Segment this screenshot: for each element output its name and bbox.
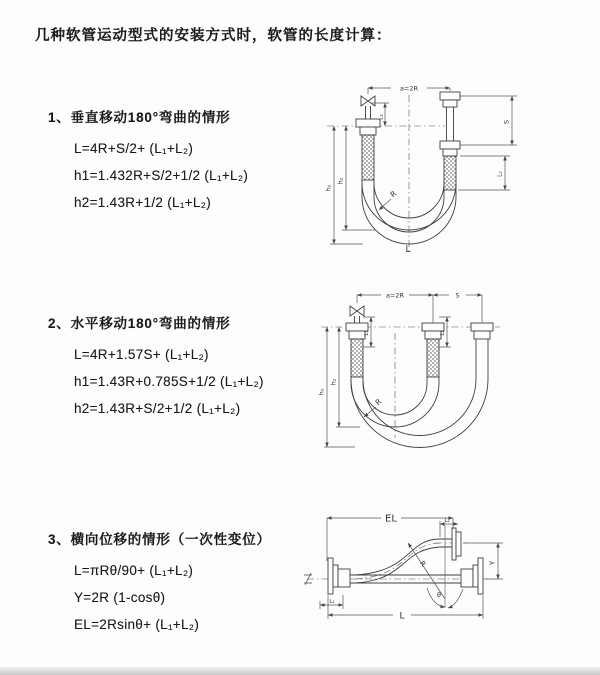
dim-label-a2r: a=2R [399,84,419,93]
dim-label-s: S [455,291,460,300]
dim-label-l1: L₁ [364,330,370,336]
radius-label: R [373,396,384,408]
dimension-lines [330,88,517,244]
radius-label: R [417,559,428,569]
dim-label-h1: h₁ [317,388,326,396]
section-2-formula-h2: h2=1.43R+S/2+1/2 (L₁+L₂) [74,401,241,416]
section-vertical-movement [48,106,248,216]
section-2-formula-L: L=4R+1.57S+ (L₁+L₂) [74,347,209,362]
left-flange [328,558,333,594]
diagram-vertical-180-bend [305,75,595,255]
angle-label: θ [437,591,441,599]
section-lateral-displacement [48,528,271,638]
section-3-formula-L: L=πRθ/90+ (L₁+L₂) [74,563,194,578]
section-2-formula-h1: h1=1.43R+0.785S+1/2 (L₁+L₂) [74,374,264,389]
dim-label-el: EL [385,513,397,525]
section-1-formula-h1: h1=1.432R+S/2+1/2 (L₁+L₂) [74,168,249,183]
braid-section-right [444,156,456,190]
section-1-formula-L: L=4R+S/2+ (L₁+L₂) [74,141,194,156]
braid-section-left [351,339,363,377]
radius-label: R [388,188,399,200]
centerlines [324,95,445,251]
section-1-heading: 1、垂直移动180°弯曲的情形 [48,110,231,125]
dim-label-h1: h₁ [324,184,333,192]
dim-label-h2: h₂ [336,177,345,185]
dim-label-l1: L₁ [377,114,385,120]
dimension-lines [324,295,482,447]
dim-label-a2r: a=2R [385,291,405,300]
hose-assembly [356,92,460,244]
length-label: L [399,611,405,622]
section-1-formula-h2: h2=1.43R+1/2 (L₁+L₂) [74,195,212,210]
length-label: L [405,245,411,255]
right-flange [478,558,483,594]
section-3-heading: 3、横向位移的情形（一次性变位） [48,532,271,547]
upper-flange [452,528,456,560]
dim-label-l1: L₁ [329,599,335,605]
hose-assembly [304,528,483,594]
dim-label-s: S [502,119,511,125]
dim-label-l2: L₂ [444,518,450,524]
diagram-horizontal-180-bend [305,283,595,453]
diagram-lateral-displacement [295,503,595,643]
dim-label-l2: L₂ [496,171,504,177]
dim-label-h2: h₂ [329,378,338,386]
dim-label-l2: L₂ [440,330,446,336]
s-curve-hose [355,539,440,575]
valve-icon [350,306,364,316]
page-title: 几种软管运动型式的安装方式时，软管的长度计算： [35,28,392,44]
braid-section-left [362,135,374,180]
page-bottom-edge [0,667,600,675]
dim-label-y: Y [488,560,497,566]
section-3-formula-EL: EL=2Rsinθ+ (L₁+L₂) [74,617,200,632]
valve-icon [361,96,375,106]
braid-section-middle [427,339,439,377]
section-horizontal-movement [48,312,264,422]
section-3-formula-Y: Y=2R (1-cosθ) [74,590,166,605]
section-2-heading: 2、水平移动180°弯曲的情形 [48,316,231,331]
